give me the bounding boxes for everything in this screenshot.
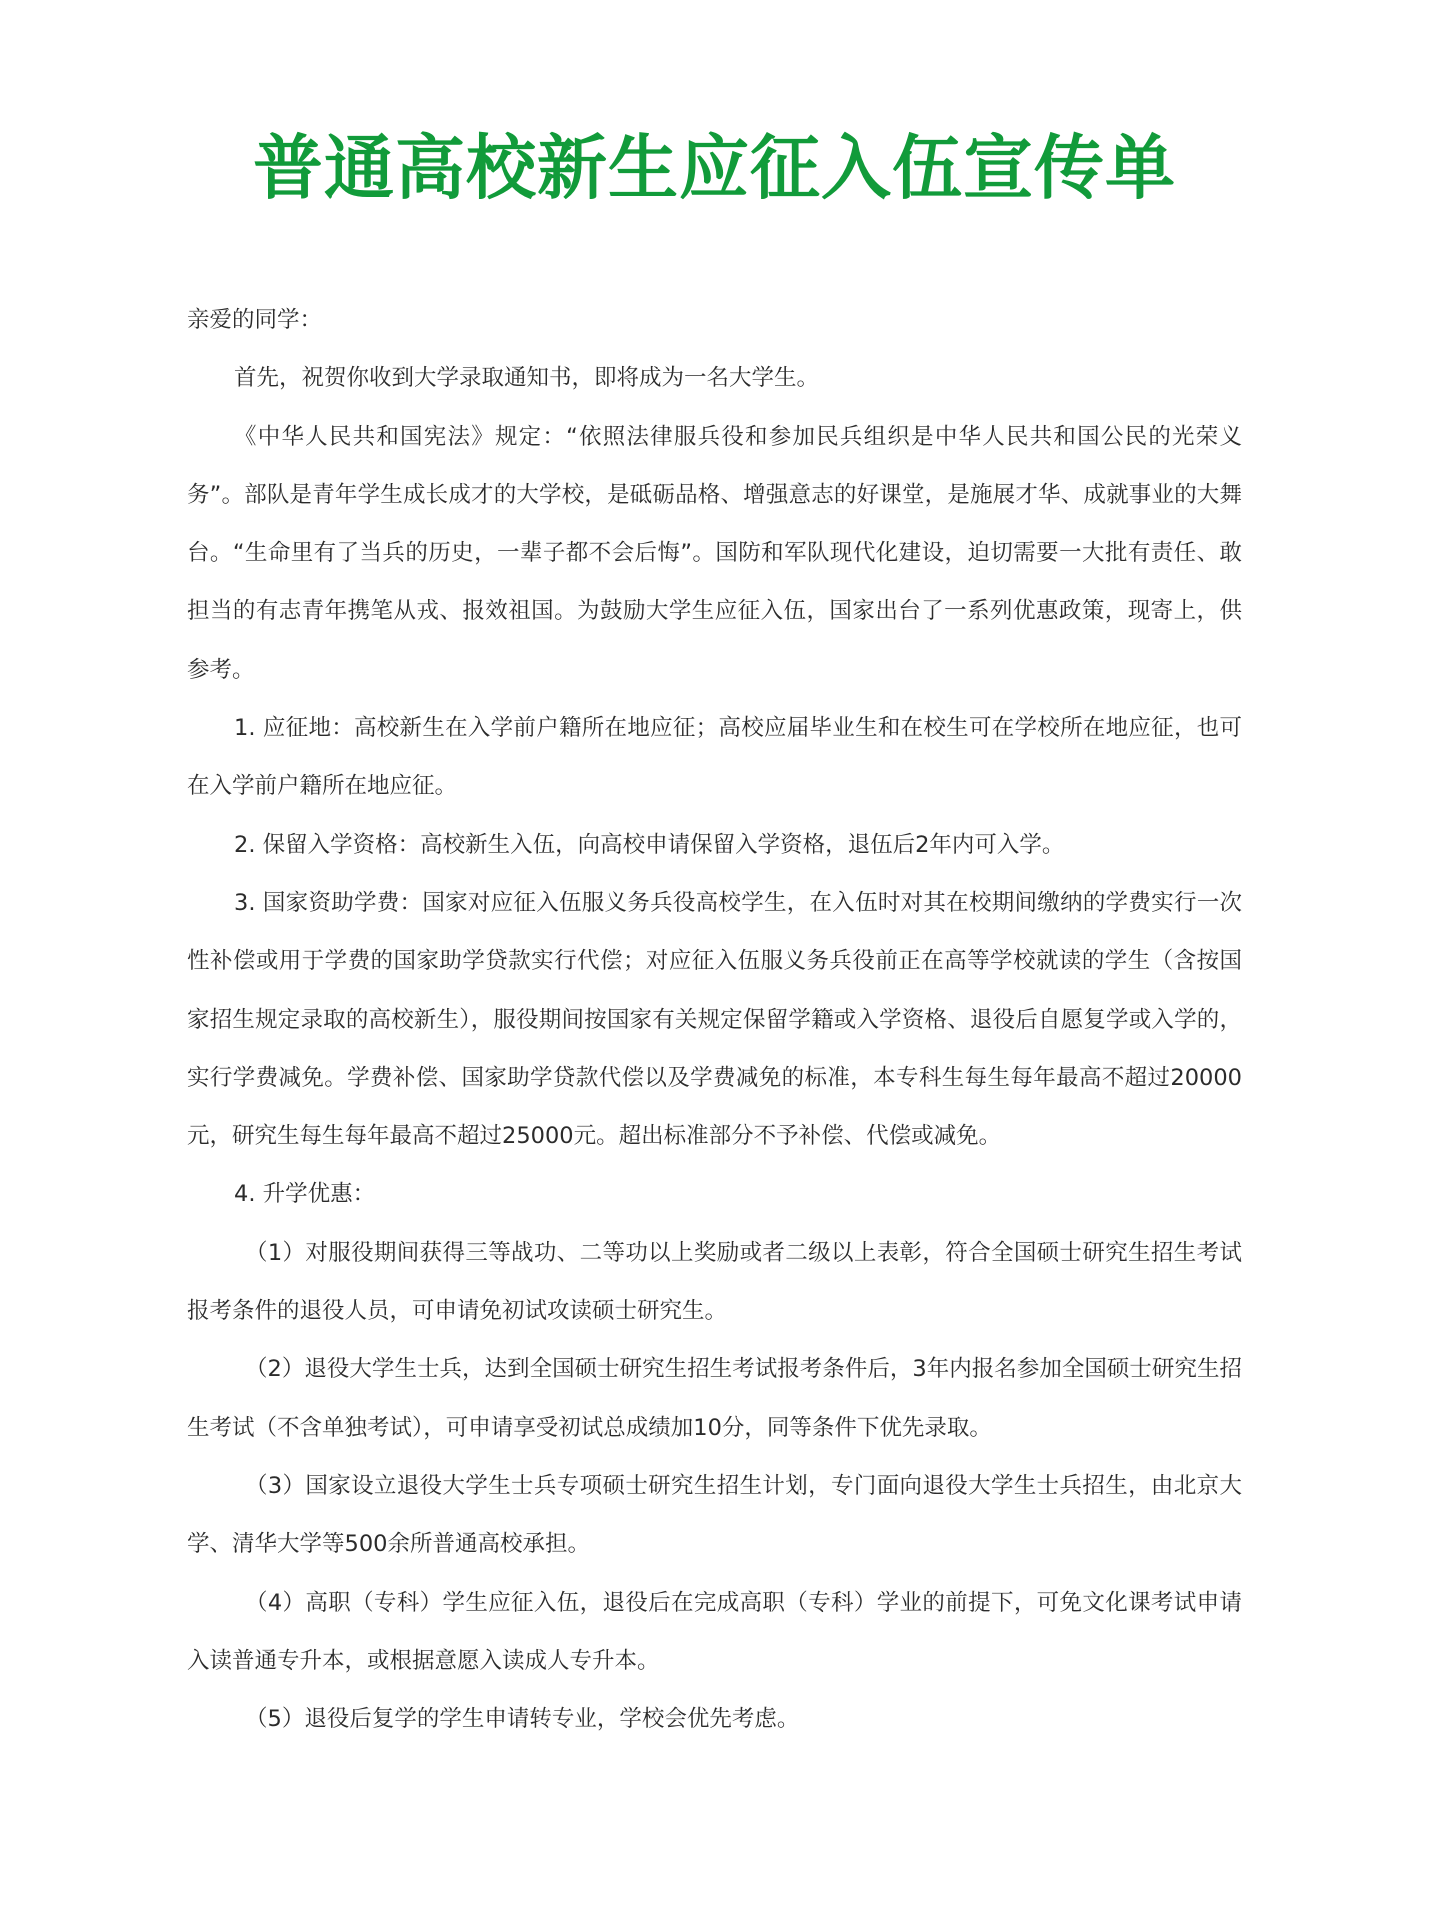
sub-item-1: （1）对服役期间获得三等战功、二等功以上奖励或者二级以上表彰，符合全国硕士研究生招生考试报考条件的退役人员，可申请免初试攻读硕士研究生。: [187, 1239, 1242, 1325]
item-tuition-aid: 3. 国家资助学费：国家对应征入伍服义务兵役高校学生，在入伍时对其在校期间缴纳的学费实行一次性补偿或用于学费的国家助学贷款实行代偿；对应征入伍服义务兵役前正在高等学校就读的学生（含按国家招生规定录取的高校新生），服役期间按国家有关规定保留学籍或入学资格、退役后自愿复学或入学的，实行学费减免。学费补偿、国家助学贷款代偿以及学费减免的标准，本专科生每生每年最高不超过20000元，研究生每生每年最高不超过25000元。超出标准部分不予补偿、代偿或减免。: [187, 889, 1242, 1150]
item-further-study: 4. 升学优惠：: [234, 1181, 376, 1208]
document-title: 普通高校新生应征入伍宣传单: [253, 126, 1176, 209]
paragraph-constitution: 《中华人民共和国宪法》规定：“依照法律服兵役和参加民兵组织是中华人民共和国公民的光荣义务”。部队是青年学生成长成才的大学校，是砥砺品格、增强意志的好课堂，是施展才华、成就事业的大舞台。“生命里有了当兵的历史，一辈子都不会后悔”。国防和军队现代化建设，迫切需要一大批有责任、敢担当的有志青年携笔从戎、报效祖国。为鼓励大学生应征入伍，国家出台了一系列优惠政策，现寄上，供参考。: [187, 423, 1242, 683]
item-enrollment-retention: 2. 保留入学资格：高校新生入伍，向高校申请保留入学资格，退伍后2年内可入学。: [234, 831, 1065, 858]
sub-item-3: （3）国家设立退役大学生士兵专项硕士研究生招生计划，专门面向退役大学生士兵招生，由北京大学、清华大学等500余所普通高校承担。: [187, 1472, 1242, 1558]
item-enlistment-location: 1. 应征地：高校新生在入学前户籍所在地应征；高校应届毕业生和在校生可在学校所在地应征，也可在入学前户籍所在地应征。: [187, 715, 1242, 800]
document-body: [187, 291, 1242, 1748]
salutation: 亲爱的同学：: [187, 307, 323, 333]
sub-item-5: （5）退役后复学的学生申请转专业，学校会优先考虑。: [245, 1706, 800, 1733]
sub-item-2: （2）退役大学生士兵，达到全国硕士研究生招生考试报考条件后，3年内报名参加全国硕士研究生招生考试（不含单独考试），可申请享受初试总成绩加10分，同等条件下优先录取。: [187, 1356, 1242, 1441]
sub-item-4: （4）高职（专科）学生应征入伍，退役后在完成高职（专科）学业的前提下，可免文化课考试申请入读普通专升本，或根据意愿入读成人专升本。: [187, 1589, 1242, 1674]
paragraph-congratulation: 首先，祝贺你收到大学录取通知书，即将成为一名大学生。: [234, 365, 820, 392]
